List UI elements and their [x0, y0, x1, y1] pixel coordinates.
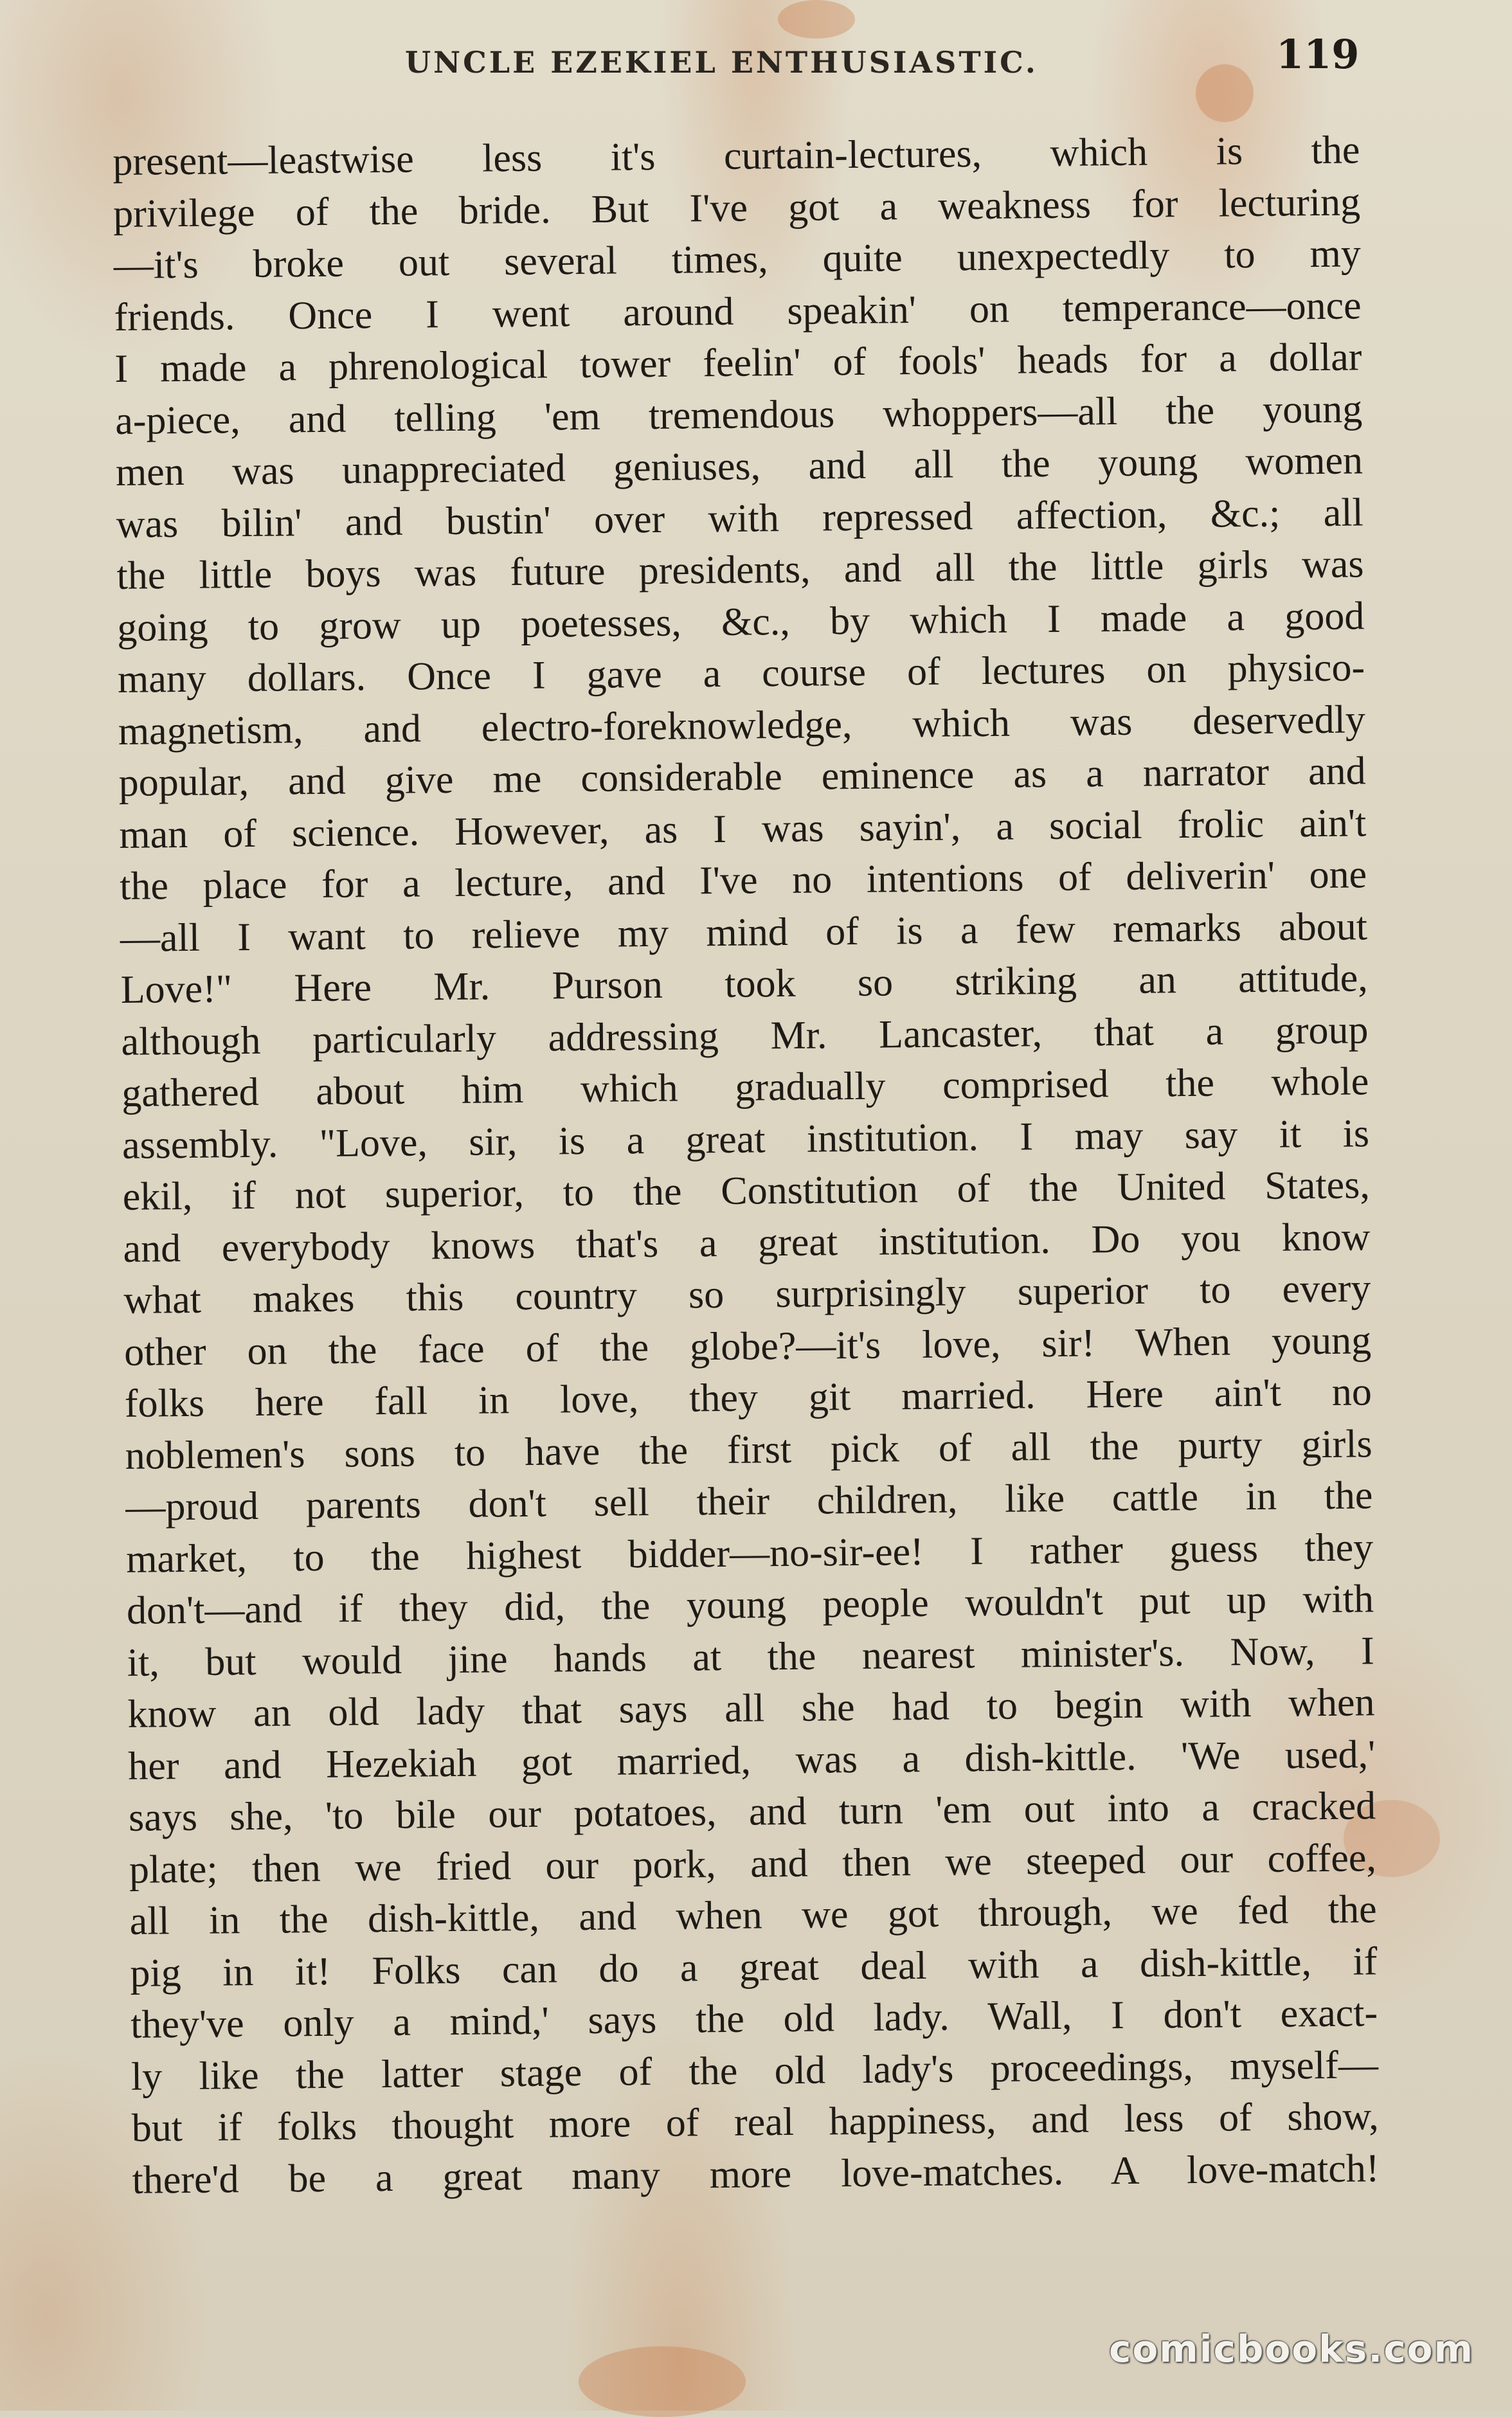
body-text — [113, 124, 1380, 2206]
text-line: popular, and give me considerable eminence as a narrator and — [118, 749, 1366, 805]
text-line: and everybody knows that's a great institution. Do you know — [123, 1214, 1371, 1271]
text-line: although particularly addressing Mr. Lancaster, that a group — [121, 1007, 1369, 1064]
text-line: all in the dish-kittle, and when we got through, we fed the — [129, 1887, 1377, 1943]
stain-spot — [778, 0, 855, 39]
watermark: comicbooks.com — [1109, 2327, 1474, 2371]
text-line: I made a phrenological tower feelin' of fools' heads for a dollar — [114, 335, 1362, 391]
text-line: gathered about him which gradually comprised the whole — [121, 1059, 1369, 1115]
text-line: a-piece, and telling 'em tremendous whoppers—all the young — [114, 386, 1363, 443]
text-line: man of science. However, as I was sayin', a social frolic ain't — [119, 800, 1367, 857]
text-line: present—leastwise less it's curtain-lectures, which is the — [113, 128, 1360, 184]
text-line: —it's broke out several times, quite unexpectedly to my — [113, 231, 1362, 287]
text-line: says she, 'to bile our potatoes, and turn 'em out into a cracked — [128, 1784, 1376, 1840]
text-line: folks here fall in love, they git married. Here ain't no — [124, 1370, 1372, 1426]
text-line: what makes this country so surprisingly superior to every — [123, 1266, 1371, 1322]
text-line: —proud parents don't sell their children, like cattle in the — [125, 1473, 1373, 1529]
text-line: ekil, if not superior, to the Constitution of the United States, — [122, 1163, 1371, 1219]
page-number: 119 — [1276, 31, 1360, 78]
text-line: know an old lady that says all she had to begin with when — [127, 1680, 1375, 1736]
text-line: plate; then we fried our pork, and then we steeped our coffee, — [129, 1835, 1377, 1892]
text-line: magnetism, and electro-foreknowledge, which was deservedly — [118, 697, 1366, 753]
text-line: the little boys was future presidents, and all the little girls was — [116, 542, 1364, 598]
stain-spot — [579, 2346, 746, 2417]
running-head: UNCLE EZEKIEL ENTHUSIASTIC. — [405, 45, 1038, 80]
text-line: many dollars. Once I gave a course of lectures on physico- — [117, 645, 1365, 701]
text-line: other on the face of the globe?—it's love, sir! When young — [123, 1318, 1372, 1374]
text-line: going to grow up poetesses, &c., by which I made a good — [117, 593, 1365, 650]
text-line: don't—and if they did, the young people wouldn't put up with — [126, 1577, 1374, 1633]
text-line: they've only a mind,' says the old lady. Wall, I don't exact- — [130, 1991, 1378, 2047]
text-line: market, to the highest bidder—no-sir-ee! I rather guess they — [125, 1525, 1374, 1581]
text-line: assembly. "Love, sir, is a great institution. I may say it is — [122, 1111, 1370, 1167]
text-line: noblemen's sons to have the first pick of all the purty girls — [125, 1421, 1372, 1478]
text-line: Love!" Here Mr. Purson took so striking an attitude, — [120, 956, 1368, 1012]
text-line: friends. Once I went around speakin' on temperance—once — [114, 283, 1362, 339]
text-line: her and Hezekiah got married, was a dish-kittle. 'We used,' — [128, 1732, 1376, 1788]
text-line: the place for a lecture, and I've no intentions of deliverin' one — [119, 852, 1367, 908]
text-line: ly like the latter stage of the old lady's proceedings, myself— — [130, 2042, 1379, 2099]
text-line: men was unappreciated geniuses, and all the young women — [115, 438, 1364, 494]
text-line: but if folks thought more of real happiness, and less of show, — [131, 2094, 1379, 2150]
text-line: privilege of the bride. But I've got a weakness for lecturing — [113, 179, 1361, 236]
text-line: it, but would jine hands at the nearest minister's. Now, I — [127, 1628, 1375, 1685]
text-line: there'd be a great many more love-matches. A love-match! — [132, 2146, 1380, 2202]
text-line: —all I want to relieve my mind of is a few remarks about — [120, 904, 1368, 960]
text-line: pig in it! Folks can do a great deal with a dish-kittle, if — [130, 1939, 1378, 1995]
text-line: was bilin' and bustin' over with repressed affection, &c.; all — [116, 490, 1364, 546]
